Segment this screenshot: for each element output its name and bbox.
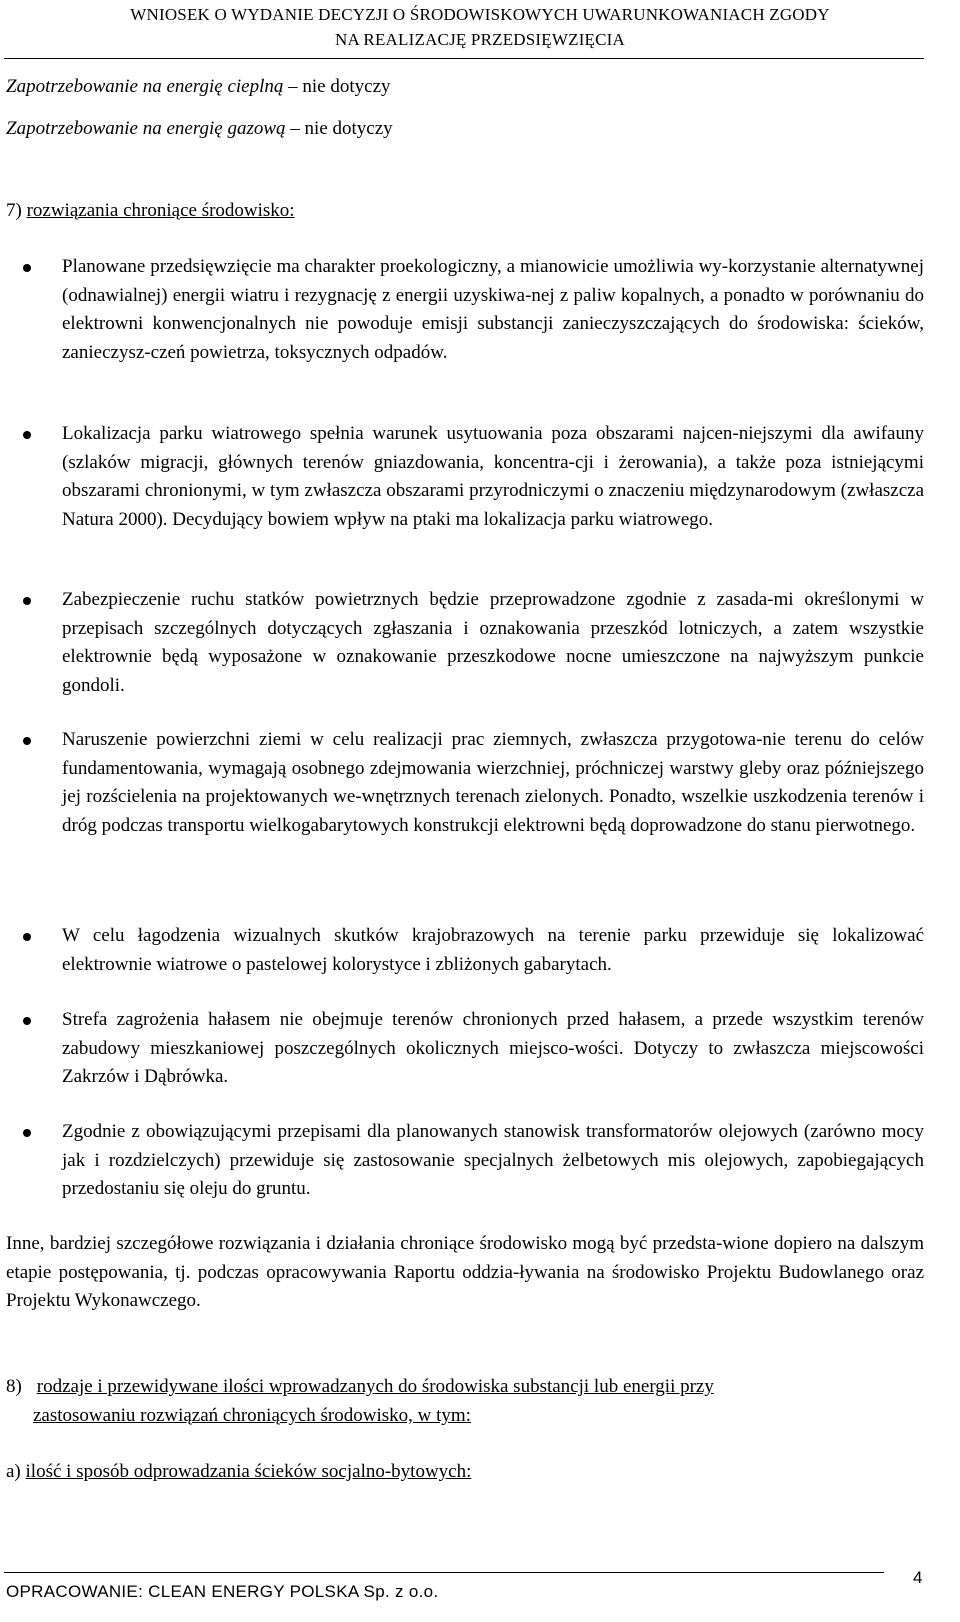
section-8-title-line-1: rodzaje i przewidywane ilości wprowadzanych do środowiska substancji lub energii przy <box>36 1376 714 1397</box>
footer-divider <box>4 1572 884 1573</box>
heat-energy-label: Zapotrzebowanie na energię cieplną <box>6 76 284 97</box>
bullet-icon <box>23 597 31 605</box>
section-8-title-line-2: zastosowaniu rozwiązań chroniących środowisko, w tym: <box>33 1405 471 1426</box>
section-7-heading <box>6 196 295 225</box>
bullet-text: Naruszenie powierzchni ziemi w celu realizacji prac ziemnych, zwłaszcza przygotowa-nie terenu do celów fundamentowania, wymagają osobnego zdejmowania wierzchniej, próchniczej warstwy gleby oraz późniejszego jej rozścielenia na projektowanych we-wnętrznych terenach zielonych. Ponadto, wszelkie uszkodzenia terenów i dróg podczas transportu wielkogabarytowych konstrukcji elektrowni będą doprowadzone do stanu pierwotnego. <box>62 729 924 836</box>
subsection-a-heading <box>6 1457 471 1486</box>
header-divider <box>4 58 924 59</box>
closing-paragraph: Inne, bardziej szczegółowe rozwiązania i działania chroniące środowisko mogą być przedsta-wione dopiero na dalszym etapie postępowania, tj. podczas opracowywania Raportu oddzia-ływania na środowisko Projektu Budowlanego oraz Projektu Wykonawczego. <box>6 1233 924 1311</box>
header-line-1: WNIOSEK O WYDANIE DECYZJI O ŚRODOWISKOWYCH UWARUNKOWANIACH ZGODY <box>130 5 830 24</box>
heat-energy-value: – nie dotyczy <box>283 76 391 97</box>
heat-energy-line <box>6 76 391 98</box>
bullet-icon <box>23 431 31 439</box>
bullet-icon <box>23 1017 31 1025</box>
footer-author: OPRACOWANIE: CLEAN ENERGY POLSKA Sp. z o.o. <box>6 1582 439 1601</box>
bullet-icon <box>23 1129 31 1137</box>
subsection-a-prefix: a) <box>6 1461 21 1482</box>
section-7-number: 7) <box>6 200 22 221</box>
gas-energy-line <box>6 118 393 140</box>
bullet-icon <box>23 264 31 272</box>
bullet-text: Zgodnie z obowiązującymi przepisami dla planowanych stanowisk transformatorów olejowych (zarówno mocy jak i rozdzielczych) przewiduje się zastosowanie specjalnych żelbetowych mis olejowych, zapobiegających przedostaniu się oleju do gruntu. <box>62 1121 924 1199</box>
bullet-text: Strefa zagrożenia hałasem nie obejmuje terenów chronionych przed hałasem, a przede wszystkim terenów zabudowy mieszkaniowej poszczególnych okolicznych miejsco-wości. Dotyczy to zwłaszcza miejscowości Zakrzów i Dąbrówka. <box>62 1009 924 1087</box>
subsection-a-title: ilość i sposób odprowadzania ścieków socjalno-bytowych: <box>25 1461 472 1482</box>
section-7-title: rozwiązania chroniące środowisko: <box>26 200 295 221</box>
bullet-text: Zabezpieczenie ruchu statków powietrznych będzie przeprowadzone zgodnie z zasada-mi określonymi w przepisach szczególnych dotyczących zgłaszania i oznakowania przeszkód lotniczych, a zatem wszystkie elektrownie będą wyposażone w oznakowanie przeszkodowe nocne umieszczone na najwyższym punkcie gondoli. <box>62 589 924 696</box>
gas-energy-value: – nie dotyczy <box>285 118 393 139</box>
section-8-number: 8) <box>6 1376 22 1397</box>
section-8-heading <box>6 1372 924 1430</box>
page-header <box>0 2 960 52</box>
bullet-text: Planowane przedsięwzięcie ma charakter proekologiczny, a mianowicie umożliwia wy-korzystanie alternatywnej (odnawialnej) energii wiatru i rezygnację z energii uzyskiwa-nej z paliw kopalnych, a ponadto w porównaniu do elektrowni konwencjonalnych nie powoduje emisji substancji zanieczyszczających do środowiska: ścieków, zanieczysz-czeń powietrza, toksycznych odpadów. <box>62 256 924 363</box>
bullet-text: W celu łagodzenia wizualnych skutków krajobrazowych na terenie parku przewiduje się lokalizować elektrownie wiatrowe o pastelowej kolorystyce i zbliżonych gabarytach. <box>62 925 924 975</box>
gas-energy-label: Zapotrzebowanie na energię gazową <box>6 118 286 139</box>
header-line-2: NA REALIZACJĘ PRZEDSIĘWZIĘCIA <box>334 30 626 49</box>
bullet-icon <box>23 737 31 745</box>
page-number: 4 <box>913 1568 923 1587</box>
bullet-icon <box>23 933 31 941</box>
bullet-text: Lokalizacja parku wiatrowego spełnia warunek usytuowania poza obszarami najcen-niejszymi dla awifauny (szlaków migracji, głównych terenów gniazdowania, koncentra-cji i żerowania), a także poza istniejącymi obszarami chronionymi, w tym zwłaszcza obszarami przyrodniczymi o znaczeniu międzynarodowym (zwłaszcza Natura 2000). Decydujący bowiem wpływ na ptaki ma lokalizacja parku wiatrowego. <box>62 423 924 530</box>
